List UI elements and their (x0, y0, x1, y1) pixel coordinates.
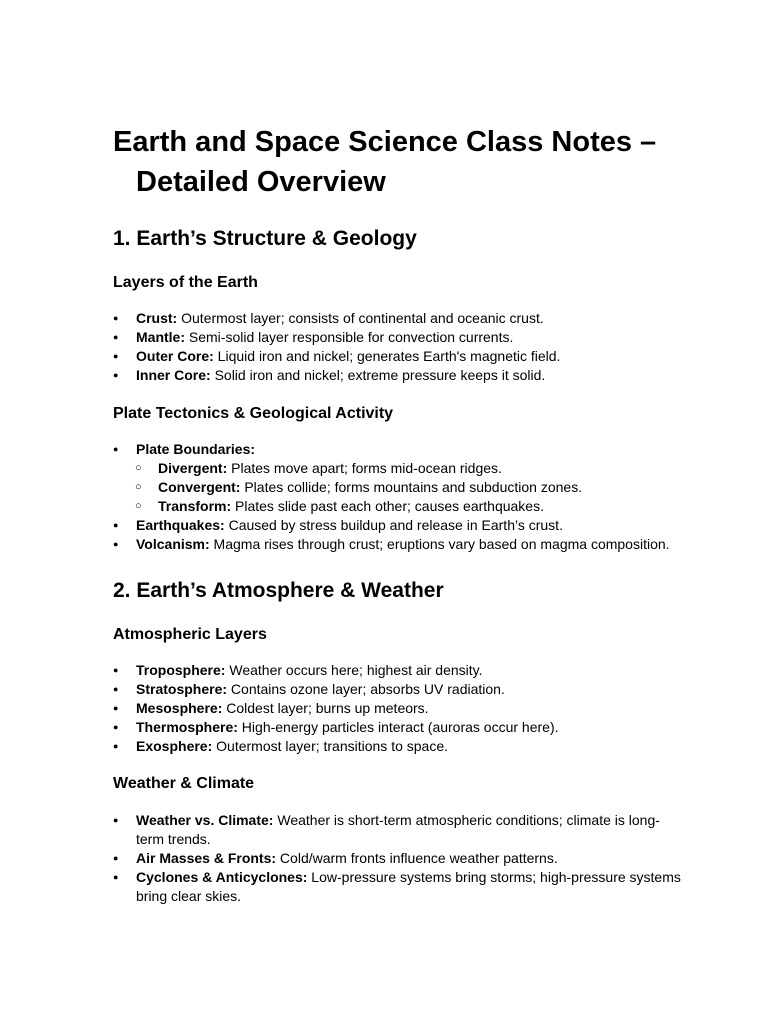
list-item (113, 309, 683, 328)
list-item-text: Cold/warm fronts influence weather patterns. (276, 850, 558, 866)
list-item-term: Inner Core: (136, 367, 211, 383)
list-item-term: Thermosphere: (136, 719, 238, 735)
list-item (113, 699, 683, 718)
list-item (113, 811, 683, 849)
sublist-item (113, 478, 683, 497)
list-item-text: Weather occurs here; highest air density. (225, 662, 483, 678)
list-item (113, 440, 683, 516)
sublist-item (113, 459, 683, 478)
list-item-text: Coldest layer; burns up meteors. (222, 700, 429, 716)
sublist-item (113, 497, 683, 516)
section-heading-structure-geology: 1. Earth’s Structure & Geology (113, 227, 417, 250)
list-item-text: Weather is short-term atmospheric conditions; climate is long-term trends. (136, 812, 660, 847)
subsection-heading-layers-of-earth: Layers of the Earth (113, 274, 258, 291)
plate-tectonics-list (113, 440, 683, 554)
earth-layers-list (113, 309, 683, 385)
sublist-item-term: Convergent: (158, 479, 241, 495)
subsection-heading-plate-tectonics: Plate Tectonics & Geological Activity (113, 405, 394, 422)
list-item-term: Weather vs. Climate: (136, 812, 274, 828)
list-item-term: Air Masses & Fronts: (136, 850, 277, 866)
list-item-text: Outermost layer; transitions to space. (212, 738, 449, 754)
list-item-text: Contains ozone layer; absorbs UV radiation. (227, 681, 505, 697)
list-item-term: Outer Core: (136, 348, 214, 364)
sublist-item-text: Plates collide; forms mountains and subduction zones. (240, 479, 583, 495)
list-item (113, 366, 683, 385)
list-item-term: Mesosphere: (136, 700, 223, 716)
sublist-item-term: Transform: (158, 498, 232, 514)
list-item (113, 328, 683, 347)
atmospheric-layers-list (113, 661, 683, 756)
subsection-heading-weather-climate: Weather & Climate (113, 775, 255, 792)
list-item (113, 718, 683, 737)
list-item-term: Cyclones & Anticyclones: (136, 869, 308, 885)
sublist-item-text: Plates slide past each other; causes earthquakes. (231, 498, 544, 514)
plate-boundaries-sublist (113, 459, 683, 516)
list-item-term: Stratosphere: (136, 681, 228, 697)
list-item (113, 516, 683, 535)
list-item (113, 661, 683, 680)
weather-climate-list (113, 811, 683, 906)
list-item-term: Mantle: (136, 329, 185, 345)
list-item (113, 535, 683, 554)
list-item-text: Semi-solid layer responsible for convection currents. (185, 329, 514, 345)
list-item (113, 680, 683, 699)
list-item-term: Earthquakes: (136, 517, 225, 533)
list-item-term: Crust: (136, 310, 178, 326)
list-item-text: Solid iron and nickel; extreme pressure keeps it solid. (210, 367, 546, 383)
list-item (113, 849, 683, 868)
list-item-term: Plate Boundaries: (136, 441, 256, 457)
list-item (113, 868, 683, 906)
list-item-text: Caused by stress buildup and release in Earth’s crust. (224, 517, 563, 533)
sublist-item-term: Divergent: (158, 460, 228, 476)
list-item-term: Troposphere: (136, 662, 226, 678)
section-heading-atmosphere-weather: 2. Earth’s Atmosphere & Weather (113, 579, 444, 602)
list-item-text: Low-pressure systems bring storms; high-pressure systems bring clear skies. (136, 869, 681, 904)
document-title: Earth and Space Science Class Notes – Detailed Overview (113, 126, 657, 198)
list-item-text: Outermost layer; consists of continental and oceanic crust. (177, 310, 544, 326)
list-item-text: Magma rises through crust; eruptions vary based on magma composition. (209, 536, 670, 552)
sublist-item-text: Plates move apart; forms mid-ocean ridges. (227, 460, 502, 476)
list-item-term: Volcanism: (136, 536, 210, 552)
subsection-heading-atmospheric-layers: Atmospheric Layers (113, 626, 267, 643)
list-item (113, 347, 683, 366)
list-item-text: Liquid iron and nickel; generates Earth's magnetic field. (213, 348, 561, 364)
list-item-term: Exosphere: (136, 738, 213, 754)
list-item-text: High-energy particles interact (auroras occur here). (237, 719, 559, 735)
list-item (113, 737, 683, 756)
